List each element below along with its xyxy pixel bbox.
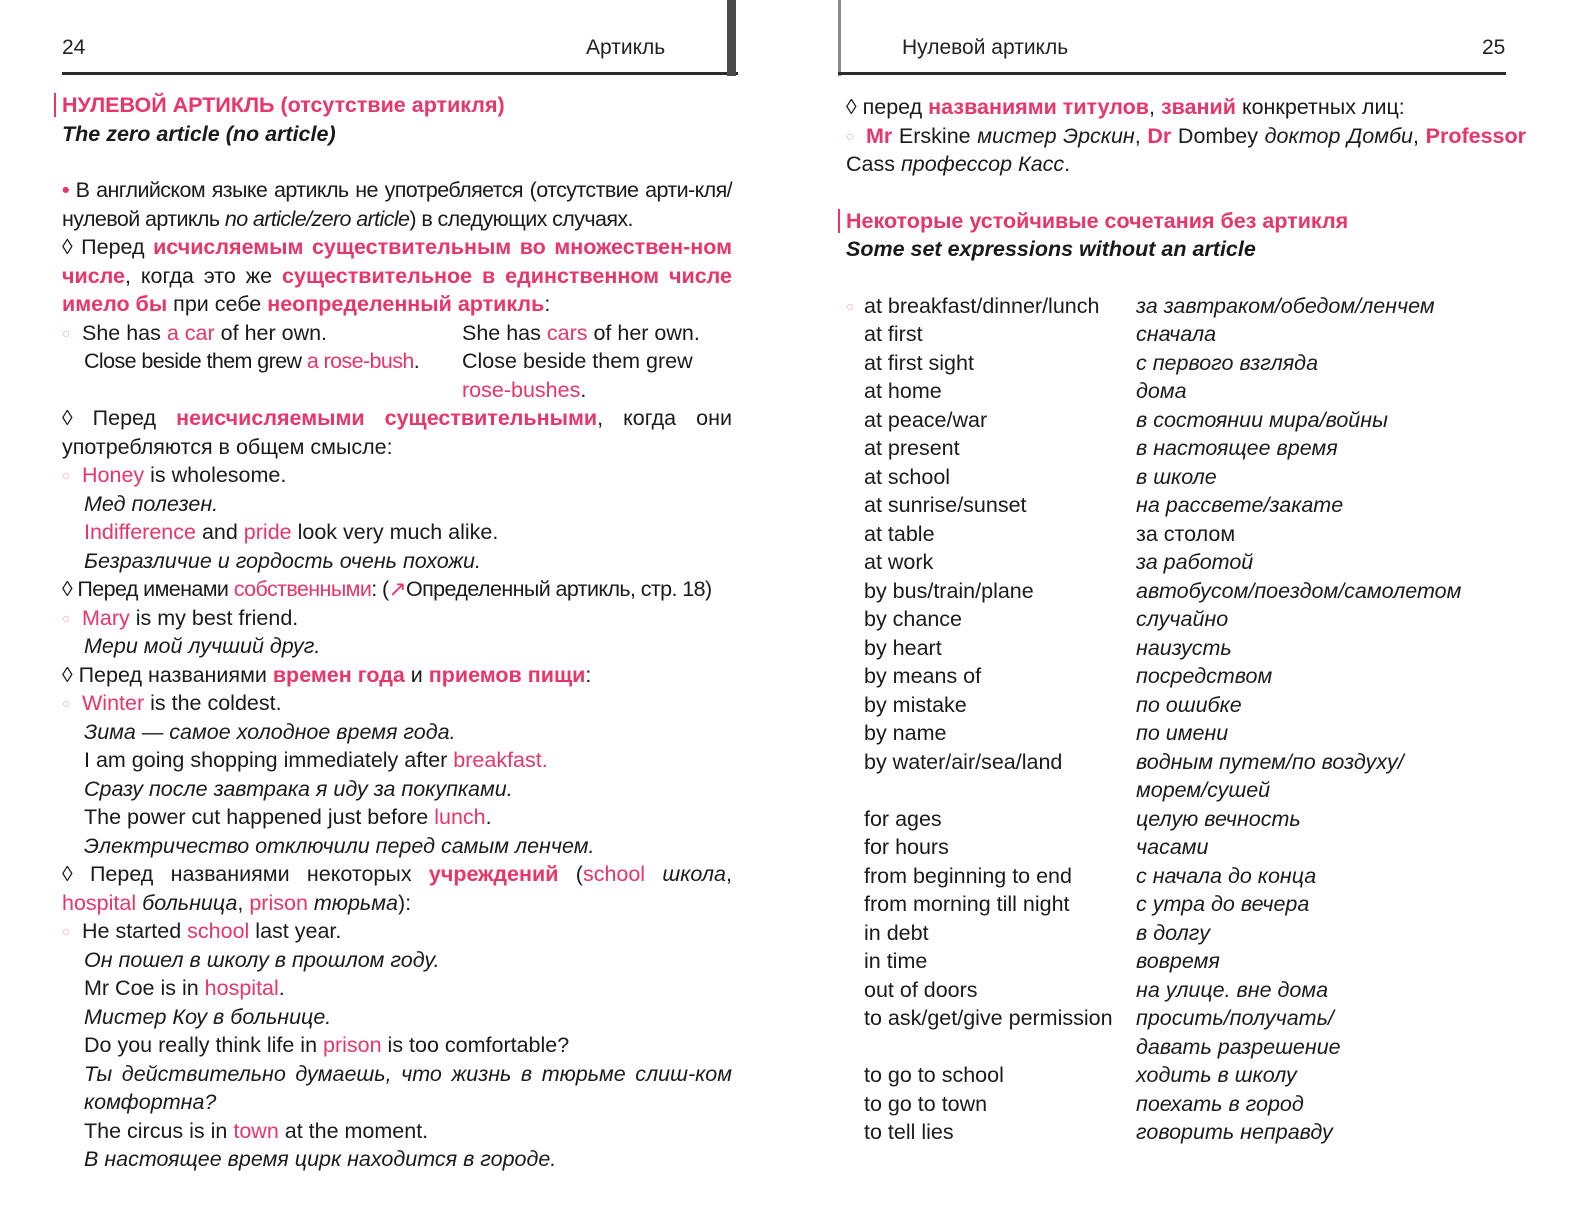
circle-marker-icon: ○ — [62, 609, 71, 626]
phrase-english: at breakfast/dinner/lunch — [864, 293, 1100, 318]
phrase-english: at present — [864, 436, 960, 460]
phrase-english: by chance — [864, 607, 963, 631]
phrase-row — [846, 862, 1526, 891]
phrase-english: by water/air/sea/land — [864, 749, 1063, 774]
section-subtitle: The zero article (no article) — [62, 121, 336, 146]
phrase-english: by name — [864, 721, 947, 745]
phrase-english: for ages — [864, 806, 942, 831]
section-title: Некоторые устойчивые сочетания без артикля — [846, 207, 1526, 236]
rule-countable: ◊ Перед исчисляемым существительным во множествен-ном числе, когда это же существительное в единственном числе имело бы при себе неопределенный артикль: — [62, 235, 732, 316]
phrase-english: to go to town — [864, 1091, 988, 1116]
phrase-row — [846, 1004, 1526, 1033]
phrase-russian: за работой — [1136, 550, 1254, 574]
phrase-russian: целую вечность — [1136, 806, 1301, 831]
rule-seasons-meals: ◊ Перед названиями времен года и приемов пищи: — [62, 662, 592, 687]
phrase-russian: по имени — [1136, 721, 1229, 745]
rule-uncountable: ◊ Перед неисчисляемыми существительными, когда они употребляются в общем смысле: — [62, 406, 733, 459]
phrase-english: at home — [864, 379, 942, 403]
phrase-russian: с первого взгляда — [1136, 350, 1319, 375]
phrase-row — [846, 577, 1526, 606]
intro-paragraph: • В английском языке артикль не употребляется (отсутствие арти-кля/нулевой артикль no article/zero article) в следующих случаях. — [62, 178, 732, 231]
phrase-row — [846, 1090, 1526, 1119]
right-page — [830, 0, 1590, 1232]
phrase-russian: в долгу — [1136, 920, 1211, 945]
phrase-row — [846, 434, 1526, 463]
section-subtitle: Some set expressions without an article — [846, 237, 1256, 261]
phrase-english: in debt — [864, 920, 929, 945]
phrase-russian: случайно — [1136, 607, 1229, 631]
phrase-row — [846, 691, 1526, 720]
phrase-row — [846, 833, 1526, 862]
phrase-english: by means of — [864, 664, 982, 688]
page-edge — [838, 0, 841, 76]
circle-marker-icon: ○ — [62, 324, 71, 341]
phrase-russian: морем/сушей — [1136, 778, 1271, 802]
header-rule — [838, 72, 1506, 75]
phrase-row — [846, 292, 1526, 321]
example-block: ○ He started school last year. Он пошел в школу в прошлом году. Mr Coe is in hospital. Мистер Коу в больнице. Do you really think life in prison is too comfortable? Ты действительно думаешь, что жизнь в тюрьме слиш-ком комфортна? The circus is in town at the moment. В настоящее время цирк находится в городе. — [62, 919, 732, 1171]
phrase-english: at first — [864, 322, 923, 346]
example-block: ○ Mary is my best friend. Мери мой лучший друг. — [62, 605, 321, 658]
phrase-english: by heart — [864, 635, 942, 660]
phrase-russian: в настоящее время — [1136, 436, 1338, 460]
phrase-english: out of doors — [864, 977, 978, 1002]
phrase-russian: давать разрешение — [1136, 1034, 1341, 1059]
phrase-row — [846, 947, 1526, 976]
phrase-row — [846, 805, 1526, 834]
left-content — [62, 91, 732, 1174]
phrase-english: at sunrise/sunset — [864, 493, 1027, 517]
phrase-row — [846, 406, 1526, 435]
phrase-row — [846, 748, 1526, 777]
phrase-russian: сначала — [1136, 322, 1217, 346]
phrase-row — [846, 1118, 1526, 1147]
page-number: 24 — [62, 36, 86, 59]
phrase-russian: автобусом/поездом/самолетом — [1136, 578, 1462, 603]
rule-institutions: ◊ Перед названиями некоторых учреждений (school школа, hospital больница, prison тюрьма): — [62, 862, 732, 915]
phrase-row — [846, 377, 1526, 406]
phrase-russian: на рассвете/закате — [1136, 493, 1344, 517]
phrase-row — [846, 520, 1526, 549]
phrase-russian: часами — [1136, 835, 1209, 859]
phrase-english: at peace/war — [864, 407, 988, 432]
circle-marker-icon: ○ — [62, 467, 71, 483]
phrase-russian: поехать в город — [1136, 1091, 1304, 1116]
phrase-english: from morning till night — [864, 892, 1070, 916]
phrase-russian: с начала до конца — [1136, 863, 1317, 888]
phrase-russian: посредством — [1136, 664, 1273, 688]
phrase-russian: наизусть — [1136, 635, 1232, 660]
phrase-row — [846, 349, 1526, 378]
phrase-russian: за завтраком/обедом/ленчем — [1136, 293, 1435, 318]
phrase-russian: на улице. вне дома — [1136, 977, 1329, 1002]
rule-proper-names: ◊ Перед именами собственными: (↗Определенный артикль, стр. 18) — [62, 577, 712, 601]
phrase-row — [846, 719, 1526, 748]
phrase-row — [846, 1061, 1526, 1090]
phrase-english: to go to school — [864, 1063, 1004, 1087]
phrase-row — [846, 491, 1526, 520]
phrase-english: by mistake — [864, 692, 967, 717]
running-head: Нулевой артикль — [902, 36, 1069, 59]
example-block: ○ Honey is wholesome. Мед полезен. Indifference and pride look very much alike. Безразличие и гордость очень похожи. — [62, 463, 499, 573]
phrase-row — [846, 919, 1526, 948]
phrase-english: at table — [864, 521, 935, 546]
circle-marker-icon: ○ — [62, 923, 71, 939]
phrase-row — [846, 662, 1526, 691]
phrase-russian: с утра до вечера — [1136, 892, 1310, 916]
header-rule — [62, 72, 738, 75]
phrase-row — [846, 548, 1526, 577]
phrase-english: at school — [864, 464, 951, 489]
phrase-row — [846, 463, 1526, 492]
example-block: ○ Winter is the coldest. Зима — самое холодное время года. I am going shopping immediately after breakfast. Сразу после завтрака я иду за покупками. The power cut happened just before lunch. Электричество отключили перед самым ленчем. — [62, 691, 595, 858]
phrase-english: in time — [864, 949, 928, 973]
phrase-row — [846, 605, 1526, 634]
phrase-russian: дома — [1136, 379, 1187, 403]
phrase-row — [846, 776, 1526, 805]
bullet-icon: • — [62, 178, 69, 202]
phrase-russian: водным путем/по воздуху/ — [1136, 749, 1404, 774]
circle-marker-icon: ○ — [62, 695, 71, 711]
phrase-row — [846, 320, 1526, 349]
right-content — [846, 93, 1526, 1147]
phrase-english: by bus/train/plane — [864, 578, 1034, 603]
phrase-russian: за столом — [1136, 521, 1236, 546]
phrase-russian: по ошибке — [1136, 692, 1242, 717]
page-edge — [727, 0, 736, 76]
circle-marker-icon: ○ — [846, 297, 855, 314]
phrase-row — [846, 634, 1526, 663]
phrase-english: at first sight — [864, 350, 974, 375]
running-head: Артикль — [586, 36, 666, 59]
circle-marker-icon: ○ — [846, 127, 855, 144]
phrase-row — [846, 1033, 1526, 1062]
page-number: 25 — [1482, 36, 1506, 59]
section-title: НУЛЕВОЙ АРТИКЛЬ (отсутствие артикля) — [62, 91, 732, 120]
example-titles: ○ Mr Erskine мистер Эрскин, Dr Dombey доктор Домби, Professor Cass профессор Касс. — [846, 123, 1526, 176]
phrase-row — [846, 890, 1526, 919]
phrase-english: from beginning to end — [864, 863, 1072, 888]
left-page — [0, 0, 760, 1232]
rule-titles: ◊ перед названиями титулов, званий конкретных лиц: — [846, 95, 1405, 119]
phrase-russian: говорить неправду — [1136, 1120, 1333, 1144]
phrase-english: to ask/get/give permission — [864, 1006, 1113, 1030]
phrase-english: at work — [864, 550, 934, 574]
phrase-table — [846, 292, 1526, 1147]
phrase-russian: вовремя — [1136, 949, 1220, 973]
phrase-row — [846, 976, 1526, 1005]
phrase-english: for hours — [864, 835, 949, 859]
phrase-russian: в школе — [1136, 464, 1217, 489]
phrase-english: to tell lies — [864, 1120, 954, 1144]
cross-reference-arrow-icon: ↗ — [388, 577, 407, 601]
phrase-russian: ходить в школу — [1136, 1063, 1297, 1087]
example-block: ○ She has a car of her own. Close beside them grew a rose-bush. She has cars of her own. Close beside them grew rose-bushes. — [62, 320, 700, 402]
phrase-russian: в состоянии мира/войны — [1136, 407, 1388, 432]
phrase-russian: просить/получать/ — [1136, 1006, 1334, 1030]
